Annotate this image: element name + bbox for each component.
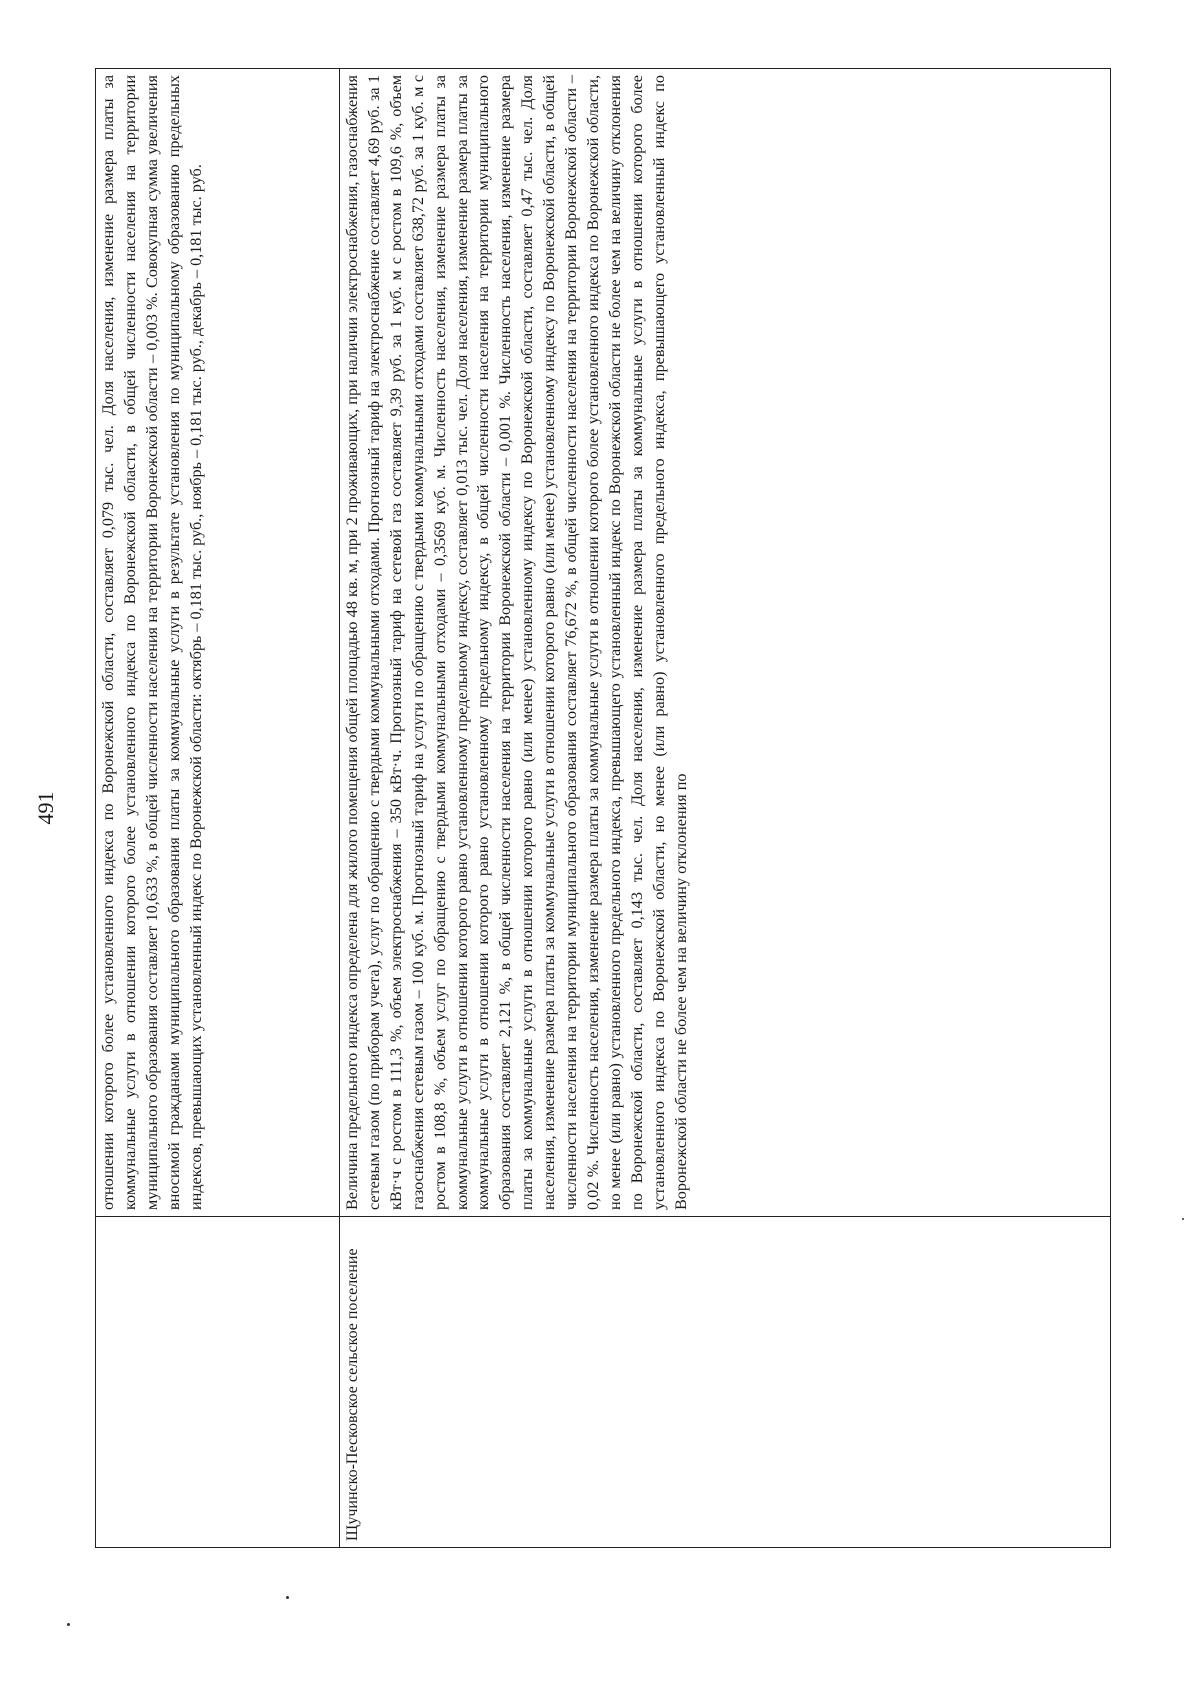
scan-speck: [1182, 1218, 1184, 1220]
rotated-page-content: [33, 68, 1110, 1548]
scan-speck: [67, 1623, 70, 1626]
index-description-cell: отношении которого более установленного индекса по Воронежской области, составляет 0,079 тыс. чел. Доля населения, изменение размера платы за коммунальные услуги в отношении которого более установленного индекса по Воронежской области, в общей численности населения на территории муниципального образования составляет 10,633 %, в общей численности населения на территории Воронежской области – 0,003 %. Совокупная сумма увеличения вносимой гражданами муниципального образования платы за коммунальные услуги в результате установления по муниципальному образованию предельных индексов, превышающих установленный индекс по Воронежской области: октябрь – 0,181 тыс. руб., ноябрь – 0,181 тыс. руб., декабрь – 0,181 тыс. руб.: [96, 69, 340, 1217]
table-row: [340, 69, 1111, 1548]
index-description-cell: Величина предельного индекса определена для жилого помещения общей площадью 48 кв. м, при 2 проживающих, при наличии электроснабжения, газоснабжения сетевым газом (по приборам учета), услуг по обращению с твердыми коммунальными отходами. Прогнозный тариф на электроснабжение составляет 4,69 руб. за 1 кВт·ч с ростом в 111,3 %, объем электроснабжения – 350 кВт·ч. Прогнозный тариф на сетевой газ составляет 9,39 руб. за 1 куб. м с ростом в 109,6 %, объем газоснабжения сетевым газом – 100 куб. м. Прогнозный тариф на услуги по обращению с твердыми коммунальными отходами составляет 638,72 руб. за 1 куб. м с ростом в 108,8 %, объем услуг по обращению с твердыми коммунальными отходами – 0,3569 куб. м. Численность населения, изменение размера платы за коммунальные услуги в отношении которого равно установленному предельному индексу, составляет 0,013 тыс. чел. Доля населения, изменение размера платы за коммунальные услуги в отношении которого равно установленному предельному индексу, в общей численности населения на территории муниципального образования составляет 2,121 %, в общей численности населения на территории Воронежской области – 0,001 %. Численность населения, изменение размера платы за коммунальные услуги в отношении которого равно (или менее) установленному индексу по Воронежской области, составляет 0,47 тыс. чел. Доля населения, изменение размера платы за коммунальные услуги в отношении которого равно (или менее) установленному индексу по Воронежской области, в общей численности населения на территории муниципального образования составляет 76,672 %, в общей численности населения на территории Воронежской области – 0,02 %. Численность населения, изменение размера платы за коммунальные услуги в отношении которого более установленного индекса по Воронежской области, но менее (или равно) установленного предельного индекса, превышающего установленный индекс по Воронежской области не более чем на величину отклонения по Воронежской области, составляет 0,143 тыс. чел. Доля населения, изменение размера платы за коммунальные услуги в отношении которого более установленного индекса по Воронежской области, но менее (или равно) установленного предельного индекса, превышающего установленный индекс по Воронежской области не более чем на величину отклонения по: [340, 69, 1111, 1217]
municipality-name-cell: [96, 1217, 340, 1548]
table-row: [96, 69, 340, 1548]
tariff-index-table: [95, 68, 1111, 1548]
page-number: 491: [33, 791, 58, 825]
scan-speck: [286, 1596, 289, 1599]
municipality-name-cell: Щучинско-Песковское сельское поселение: [340, 1217, 1111, 1548]
